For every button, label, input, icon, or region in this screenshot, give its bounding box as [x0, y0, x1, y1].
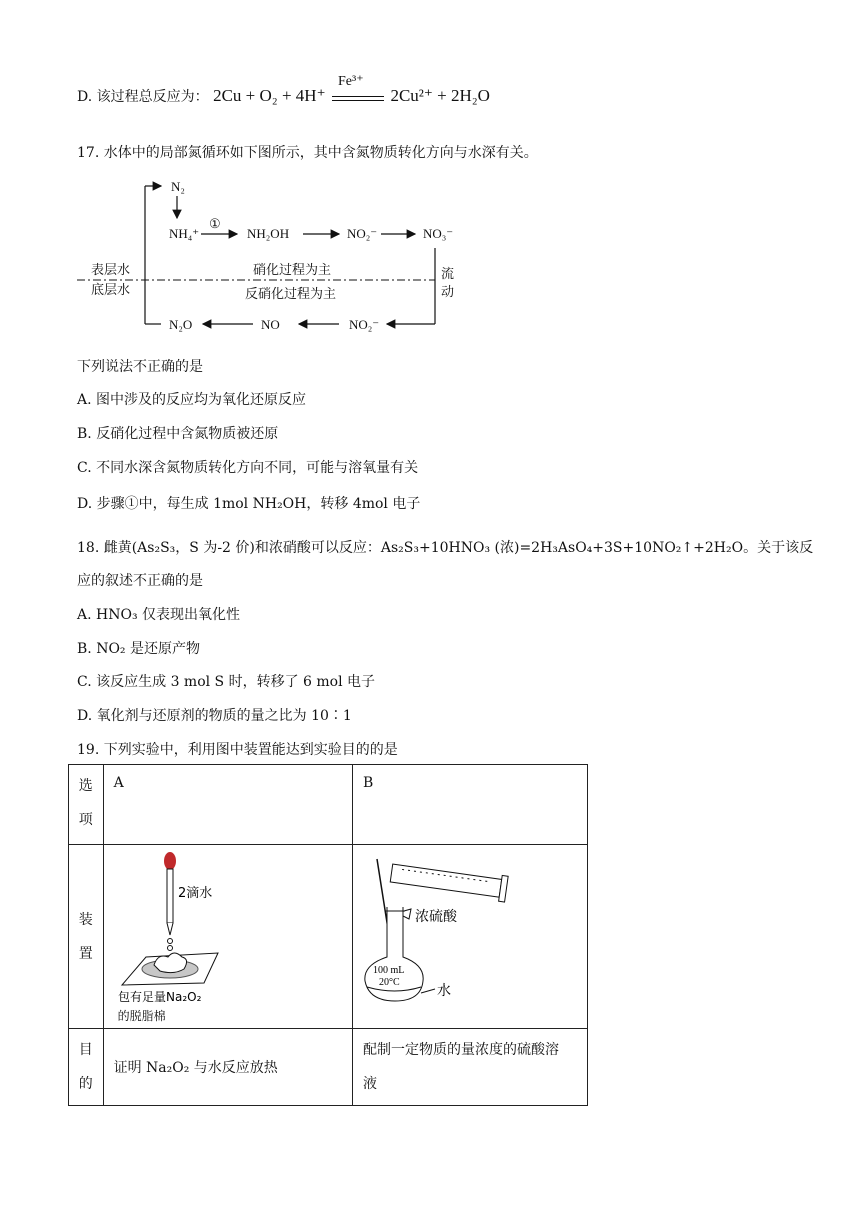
water-drop-1	[167, 939, 172, 944]
flask-volume-label: 100 mL	[373, 965, 405, 976]
row-label-apparatus-1: 装	[78, 911, 93, 928]
water-drops-label: 2滴水	[177, 886, 212, 901]
dropper-tube	[167, 869, 173, 923]
nitrification-label: 硝化过程为主	[253, 262, 332, 277]
row-label-options	[69, 765, 104, 845]
q17-option-a: A. 图中涉及的反应均为氧化还原反应	[77, 392, 307, 408]
no2-top-label: NO₂⁻	[347, 226, 378, 241]
rect-2	[390, 864, 501, 897]
n2o-label: N₂O	[169, 317, 193, 332]
line-25	[421, 989, 435, 993]
water-label: 水	[437, 983, 451, 999]
flow-label-1: 流	[441, 266, 455, 281]
acid-label: 浓硫酸	[415, 909, 457, 925]
dropper-tip	[167, 923, 173, 935]
row-label-options-1: 选	[78, 778, 93, 794]
q16-equation-reactants: 2Cu + O₂ + 4H⁺	[213, 86, 326, 105]
purpose-b-line1: 配制一定物质的量浓度的硫酸溶	[363, 1042, 559, 1058]
row-label-purpose-1: 目	[78, 1042, 93, 1058]
q19-table	[68, 764, 588, 1106]
no2-bottom-label: NO₂⁻	[349, 317, 380, 332]
q18-stem-line1: 18. 雌黄(As₂S₃，S 为-2 价)和浓硝酸可以反应：As₂S₃+10HNO₃ (浓)=2H₃AsO₄+3S+10NO₂↑+2H₂O。关于该反	[77, 540, 814, 556]
apparatus-b-illustration	[357, 849, 583, 1009]
no-label: NO	[261, 317, 280, 332]
row-label-purpose	[69, 1029, 104, 1106]
q18-option-c: C. 该反应生成 3 mol S 时，转移了 6 mol 电子	[77, 674, 376, 690]
q17-option-c: C. 不同水深含氮物质转化方向不同，可能与溶氧量有关	[77, 460, 419, 476]
row-label-purpose-2: 的	[78, 1076, 93, 1092]
bottom-water-label: 底层水	[91, 282, 131, 297]
cell-purpose-a: 证明 Na₂O₂ 与水反应放热	[103, 1029, 352, 1106]
nh2oh-label: NH₂OH	[247, 226, 290, 241]
table-row-purpose	[69, 1029, 588, 1106]
cell-option-a: A	[103, 765, 352, 845]
surface-water-label: 表层水	[91, 262, 131, 277]
cell-option-b: B	[353, 765, 588, 845]
n2-label: N₂	[171, 179, 185, 194]
q17-question: 下列说法不正确的是	[77, 359, 203, 375]
cotton-label-1: 包有足量Na₂O₂	[117, 990, 202, 1004]
q16-option-d-prefix: D. 该过程总反应为：	[77, 89, 209, 105]
dropper-bulb	[164, 852, 176, 870]
q18-option-d: D. 氧化剂与还原剂的物质的量之比为 10∶1	[77, 708, 352, 724]
row-label-apparatus	[69, 845, 104, 1029]
catalyst-equal-sign	[330, 74, 386, 107]
cell-apparatus-b	[353, 845, 588, 1029]
row-label-apparatus-2: 置	[78, 945, 93, 962]
q17-option-d: D. 步骤①中，每生成 1mol NH₂OH，转移 4mol 电子	[77, 496, 421, 512]
q19-stem: 19. 下列实验中，利用图中装置能达到实验目的的是	[77, 742, 398, 758]
q17-stem: 17. 水体中的局部氮循环如下图所示，其中含氮物质转化方向与水深有关。	[77, 145, 538, 161]
q18-option-b: B. NO₂ 是还原产物	[77, 641, 200, 657]
row-label-options-2: 项	[78, 812, 93, 828]
step1-label: ①	[209, 216, 221, 231]
q17-option-b: B. 反硝化过程中含氮物质被还原	[77, 426, 279, 442]
cotton-label-2: 的脱脂棉	[117, 1009, 166, 1023]
graduated-cylinder	[390, 860, 508, 902]
catalyst-label: Fe³⁺	[338, 74, 364, 89]
flow-label-2: 动	[441, 284, 455, 299]
cell-apparatus-a	[103, 845, 352, 1029]
q18-option-a: A. HNO₃ 仅表现出氧化性	[77, 607, 241, 623]
table-row-apparatus	[69, 845, 588, 1029]
cell-purpose-b	[353, 1029, 588, 1106]
equal-line-bottom	[332, 100, 384, 101]
q18-stem-line2: 应的叙述不正确的是	[77, 573, 203, 589]
equal-line-top	[332, 96, 384, 97]
no3-label: NO₃⁻	[423, 226, 454, 241]
q16-option-d	[77, 74, 490, 107]
denitrification-label: 反硝化过程为主	[245, 286, 337, 301]
nitrogen-cycle-diagram	[77, 178, 477, 338]
table-row-options	[69, 765, 588, 845]
water-drop-2	[167, 946, 172, 951]
q16-equation-products: 2Cu²⁺ + 2H₂O	[390, 86, 490, 105]
flask-temp-label: 20°C	[379, 977, 400, 988]
nh4-label: NH₄⁺	[169, 226, 200, 241]
apparatus-a-illustration	[108, 849, 334, 1009]
purpose-b-line2: 液	[363, 1076, 377, 1092]
